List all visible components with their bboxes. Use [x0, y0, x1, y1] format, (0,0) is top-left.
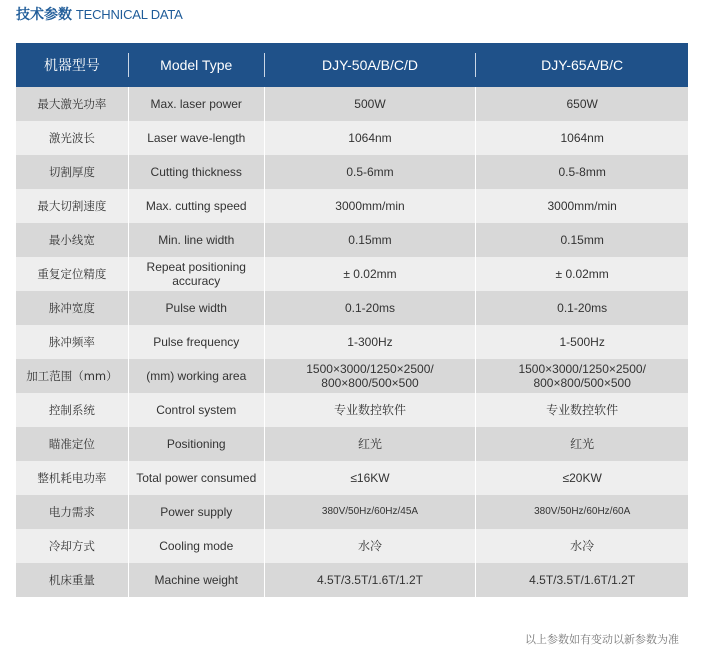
- param-name-cn: 瞄准定位: [48, 437, 95, 451]
- value-model-b: 1064nm: [560, 131, 604, 145]
- table-row: [16, 121, 688, 155]
- table-header: [16, 43, 688, 87]
- param-name-en: Positioning: [166, 437, 226, 451]
- value-model-b: 1500×3000/1250×2500/ 800×800/500×500: [518, 362, 646, 390]
- value-model-a: 红光: [357, 437, 382, 451]
- param-name-en: Max. laser power: [150, 97, 242, 111]
- value-model-b: 1-500Hz: [559, 335, 605, 349]
- param-name-cn: 脉冲频率: [48, 335, 95, 349]
- param-name-cn: 冷却方式: [48, 539, 95, 553]
- param-name-en: Cooling mode: [159, 539, 234, 553]
- spec-table: [16, 43, 688, 597]
- value-model-b: 0.15mm: [560, 233, 604, 247]
- value-model-b: 水冷: [570, 539, 595, 553]
- table-row: [16, 563, 688, 597]
- value-model-a: 0.15mm: [348, 233, 392, 247]
- param-name-en: Total power consumed: [136, 471, 257, 485]
- param-name-cn: 最小线宽: [48, 233, 95, 247]
- page-title: [16, 4, 183, 24]
- value-model-b: 专业数控软件: [546, 403, 619, 417]
- param-name-cn: 电力需求: [48, 505, 95, 519]
- value-model-b: 0.1-20ms: [557, 301, 608, 315]
- table-row: [16, 461, 688, 495]
- value-model-a: ± 0.02mm: [343, 267, 397, 281]
- value-model-b: 650W: [566, 97, 598, 111]
- param-name-en: Min. line width: [158, 233, 235, 247]
- param-name-cn: 最大激光功率: [37, 97, 107, 111]
- value-model-a: 1-300Hz: [347, 335, 393, 349]
- value-model-b: ± 0.02mm: [555, 267, 609, 281]
- header-col-en: Model Type: [160, 57, 233, 73]
- param-name-en: Max. cutting speed: [145, 199, 247, 213]
- table-row: [16, 189, 688, 223]
- value-model-a: 0.1-20ms: [344, 301, 395, 315]
- param-name-en: Pulse width: [165, 301, 227, 315]
- value-model-a: 380V/50Hz/60Hz/45A: [321, 506, 419, 517]
- value-model-b: 3000mm/min: [547, 199, 617, 213]
- value-model-a: 1500×3000/1250×2500/ 800×800/500×500: [306, 362, 434, 390]
- value-model-b: 红光: [570, 437, 595, 451]
- header-model-b: DJY-65A/B/C: [541, 57, 624, 73]
- table-row: [16, 325, 688, 359]
- param-name-en: Repeat positioning accuracy: [146, 260, 246, 288]
- title-cn: 技术参数: [16, 7, 72, 23]
- param-name-cn: 重复定位精度: [37, 267, 107, 281]
- value-model-a: 专业数控软件: [333, 403, 406, 417]
- header-col-cn: 机器型号: [43, 57, 100, 73]
- value-model-b: 380V/50Hz/60Hz/60A: [534, 506, 631, 517]
- param-name-cn: 切割厚度: [48, 165, 95, 179]
- table-row: [16, 393, 688, 427]
- value-model-b: 0.5-8mm: [558, 165, 606, 179]
- value-model-a: 水冷: [357, 539, 382, 553]
- param-name-en: Power supply: [160, 505, 233, 519]
- footnote: 以上参数如有变动以新参数为准: [525, 633, 679, 646]
- param-name-en: Cutting thickness: [150, 165, 242, 179]
- param-name-en: (mm) working area: [146, 369, 247, 383]
- value-model-b: ≤20KW: [562, 471, 602, 485]
- table-row: [16, 495, 688, 529]
- table-row: [16, 223, 688, 257]
- param-name-cn: 脉冲宽度: [48, 301, 95, 315]
- param-name-cn: 最大切割速度: [37, 199, 107, 213]
- header-model-a: DJY-50A/B/C/D: [321, 57, 418, 73]
- value-model-a: 500W: [354, 97, 386, 111]
- param-name-cn: 整机耗电功率: [37, 471, 107, 485]
- param-name-en: Control system: [156, 403, 237, 417]
- value-model-a: ≤16KW: [350, 471, 390, 485]
- value-model-a: 4.5T/3.5T/1.6T/1.2T: [316, 573, 424, 587]
- value-model-a: 3000mm/min: [335, 199, 405, 213]
- param-name-en: Laser wave-length: [147, 131, 246, 145]
- table-row: [16, 291, 688, 325]
- table-row: [16, 427, 688, 461]
- table-row: [16, 257, 688, 291]
- table-row: [16, 359, 688, 393]
- param-name-cn: 加工范围（mm）: [26, 369, 118, 383]
- title-en: TECHNICAL DATA: [75, 7, 183, 22]
- table-row: [16, 529, 688, 563]
- param-name-en: Pulse frequency: [153, 335, 240, 349]
- table-row: [16, 155, 688, 189]
- value-model-a: 1064nm: [348, 131, 392, 145]
- table-body: [16, 87, 688, 597]
- value-model-a: 0.5-6mm: [346, 165, 394, 179]
- value-model-b: 4.5T/3.5T/1.6T/1.2T: [529, 573, 636, 587]
- param-name-cn: 控制系统: [48, 403, 95, 417]
- table-row: [16, 87, 688, 121]
- param-name-cn: 激光波长: [48, 131, 95, 145]
- param-name-en: Machine weight: [154, 573, 238, 587]
- param-name-cn: 机床重量: [48, 573, 95, 587]
